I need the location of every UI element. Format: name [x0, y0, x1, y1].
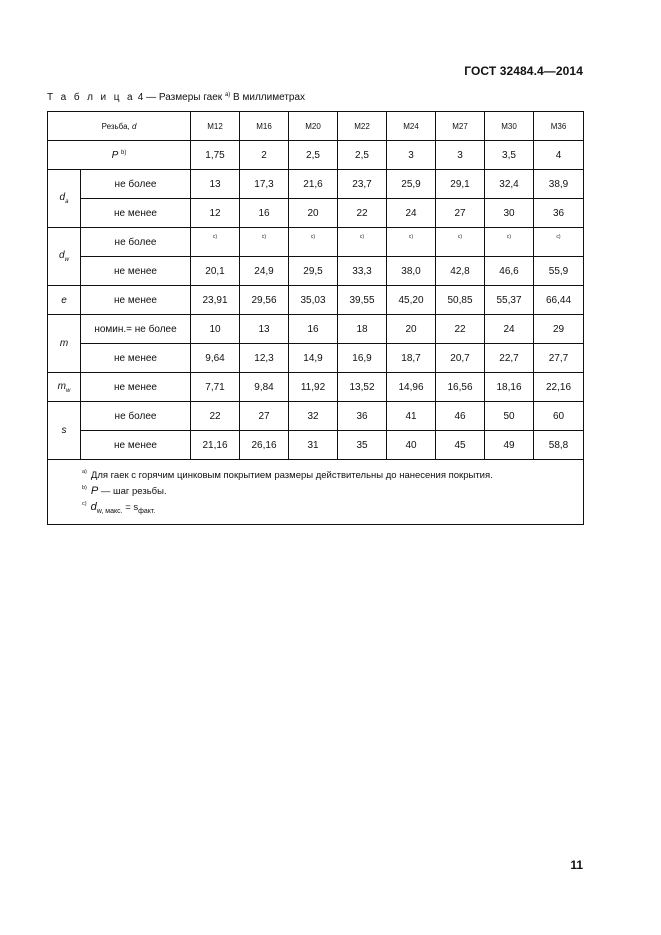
dimension-value: 16 — [240, 199, 289, 228]
dimension-value: 18,7 — [387, 344, 436, 373]
thread-size-header: M12 — [191, 112, 240, 141]
footnotes-row — [48, 460, 584, 525]
footnote-ref-cell: c) — [534, 228, 584, 257]
pitch-value: 2,5 — [289, 141, 338, 170]
footnote-c-lhs: d — [90, 501, 97, 513]
dimension-row — [48, 228, 584, 257]
dimension-value: 55,9 — [534, 257, 584, 286]
dimension-row — [48, 431, 584, 460]
footnote-b-symbol: P — [90, 485, 99, 497]
caption-title: 4 — Размеры гаек — [134, 92, 223, 103]
dimension-value: 21,16 — [191, 431, 240, 460]
pitch-value: 4 — [534, 141, 584, 170]
dimension-subscript: a — [65, 199, 69, 205]
dimension-value: 46 — [436, 402, 485, 431]
dimension-value: 27 — [436, 199, 485, 228]
dimension-subscript: w — [64, 257, 69, 263]
dimension-value: 21,6 — [289, 170, 338, 199]
footnote-b-mark: b) — [82, 485, 87, 491]
dimension-value: 16 — [289, 315, 338, 344]
footnote-a-text: Для гаек с горячим цинковым покрытием размеры действительны до нанесения покрытия. — [90, 470, 493, 481]
limit-label: не менее — [81, 373, 191, 402]
document-code: ГОСТ 32484.4—2014 — [464, 64, 583, 78]
thread-size-header: M20 — [289, 112, 338, 141]
dimension-value: 39,55 — [338, 286, 387, 315]
dimension-value: 27,7 — [534, 344, 584, 373]
thread-size-header: M22 — [338, 112, 387, 141]
footnote-ref-cell: c) — [436, 228, 485, 257]
dimension-symbol-cell — [48, 170, 81, 228]
dimension-symbol-cell — [48, 373, 81, 402]
dimension-value: 31 — [289, 431, 338, 460]
dimension-subscript: w — [66, 387, 71, 394]
dimension-row — [48, 199, 584, 228]
limit-label: не более — [81, 170, 191, 199]
dimension-value: 40 — [387, 431, 436, 460]
limit-label: не менее — [81, 344, 191, 373]
dimension-value: 23,7 — [338, 170, 387, 199]
limit-label: не более — [81, 402, 191, 431]
dimension-value: 25,9 — [387, 170, 436, 199]
dimension-value: 55,37 — [485, 286, 534, 315]
dimension-value: 22 — [338, 199, 387, 228]
thread-size-header: M16 — [240, 112, 289, 141]
dimension-value: 22 — [191, 402, 240, 431]
dimension-value: 45,20 — [387, 286, 436, 315]
dimension-value: 33,3 — [338, 257, 387, 286]
thread-label: Резьба, d — [101, 121, 137, 131]
dimension-value: 29,1 — [436, 170, 485, 199]
pitch-value: 3 — [436, 141, 485, 170]
footnote-c-rhs-sub: факт. — [138, 507, 156, 515]
thread-label-cell — [48, 112, 191, 141]
limit-label: номин.= не более — [81, 315, 191, 344]
footnote-b-text: — шаг резьбы. — [98, 486, 167, 497]
thread-size-header: M27 — [436, 112, 485, 141]
dimension-value: 36 — [338, 402, 387, 431]
dimension-value: 32,4 — [485, 170, 534, 199]
dimension-value: 20,7 — [436, 344, 485, 373]
dimension-value: 18,16 — [485, 373, 534, 402]
dimension-value: 42,8 — [436, 257, 485, 286]
footnote-ref-cell: c) — [289, 228, 338, 257]
dimension-row — [48, 286, 584, 315]
dimension-value: 26,16 — [240, 431, 289, 460]
footnotes-cell — [48, 460, 584, 525]
limit-label: не более — [81, 228, 191, 257]
limit-label: не менее — [81, 257, 191, 286]
dimension-value: 45 — [436, 431, 485, 460]
pitch-value: 3 — [387, 141, 436, 170]
dimension-value: 9,64 — [191, 344, 240, 373]
dimension-value: 13,52 — [338, 373, 387, 402]
dimension-value: 12,3 — [240, 344, 289, 373]
dimension-value: 58,8 — [534, 431, 584, 460]
dimension-value: 50,85 — [436, 286, 485, 315]
dimension-value: 16,9 — [338, 344, 387, 373]
dimension-value: 24 — [485, 315, 534, 344]
dimension-symbol: d — [59, 250, 65, 261]
limit-label: не менее — [81, 199, 191, 228]
nut-dimensions-table — [47, 111, 584, 525]
dimension-value: 35 — [338, 431, 387, 460]
footnote-c-lhs-sub: w, макс. — [96, 507, 123, 515]
thread-size-header: M36 — [534, 112, 584, 141]
footnote-ref-cell: c) — [387, 228, 436, 257]
dimension-value: 13 — [191, 170, 240, 199]
dimension-row — [48, 373, 584, 402]
pitch-symbol: P — [111, 149, 119, 161]
dimension-symbol: d — [59, 192, 66, 203]
footnote-ref-cell: c) — [338, 228, 387, 257]
footnote-ref-cell: c) — [485, 228, 534, 257]
dimension-value: 7,71 — [191, 373, 240, 402]
dimension-symbol: m — [59, 338, 69, 349]
dimension-value: 22,16 — [534, 373, 584, 402]
dimension-value: 29,5 — [289, 257, 338, 286]
dimension-row — [48, 402, 584, 431]
pitch-value: 3,5 — [485, 141, 534, 170]
pitch-value: 2,5 — [338, 141, 387, 170]
dimension-value: 9,84 — [240, 373, 289, 402]
caption-units: В миллиметрах — [230, 92, 306, 103]
dimension-value: 12 — [191, 199, 240, 228]
dimension-value: 22,7 — [485, 344, 534, 373]
dimension-value: 18 — [338, 315, 387, 344]
dimension-value: 35,03 — [289, 286, 338, 315]
dimension-value: 24,9 — [240, 257, 289, 286]
dimension-value: 17,3 — [240, 170, 289, 199]
dimension-value: 13 — [240, 315, 289, 344]
table-body — [48, 112, 584, 525]
footnote-ref-cell: c) — [191, 228, 240, 257]
dimension-symbol-cell — [48, 286, 81, 315]
dimension-value: 24 — [387, 199, 436, 228]
dimension-value: 38,0 — [387, 257, 436, 286]
footnote-c-mark: c) — [82, 501, 87, 507]
dimension-symbol-cell — [48, 402, 81, 460]
dimension-value: 49 — [485, 431, 534, 460]
dimension-value: 66,44 — [534, 286, 584, 315]
caption-footnote-mark: а) — [224, 92, 231, 98]
dimension-value: 20 — [289, 199, 338, 228]
dimension-value: 29 — [534, 315, 584, 344]
dimension-value: 20,1 — [191, 257, 240, 286]
dimension-value: 46,6 — [485, 257, 534, 286]
dimension-value: 16,56 — [436, 373, 485, 402]
footnote-c-eq: = s — [122, 502, 139, 513]
footnote-b — [82, 482, 583, 498]
dimension-value: 27 — [240, 402, 289, 431]
dimension-value: 22 — [436, 315, 485, 344]
dimension-symbol: m — [57, 380, 66, 392]
pitch-label-cell — [48, 141, 191, 170]
dimension-value: 41 — [387, 402, 436, 431]
page-number: 11 — [570, 858, 583, 872]
pitch-row — [48, 141, 584, 170]
table-caption — [47, 92, 305, 103]
caption-prefix: Т а б л и ц а — [47, 92, 135, 103]
dimension-symbol-cell — [48, 315, 81, 373]
dimension-symbol: e — [61, 294, 67, 306]
thread-size-header: M30 — [485, 112, 534, 141]
dimension-value: 38,9 — [534, 170, 584, 199]
dimension-value: 50 — [485, 402, 534, 431]
dimension-row — [48, 344, 584, 373]
dimension-row — [48, 315, 584, 344]
pitch-footnote-mark: b) — [121, 149, 127, 156]
footnote-ref-cell: c) — [240, 228, 289, 257]
footnote-c — [82, 498, 583, 518]
dimension-value: 20 — [387, 315, 436, 344]
limit-label: не менее — [81, 286, 191, 315]
limit-label: не менее — [81, 431, 191, 460]
dimension-value: 36 — [534, 199, 584, 228]
footnote-a-mark: a) — [82, 469, 87, 475]
dimension-value: 30 — [485, 199, 534, 228]
dimension-symbol-cell — [48, 228, 81, 286]
dimension-value: 23,91 — [191, 286, 240, 315]
dimension-value: 14,9 — [289, 344, 338, 373]
dimension-value: 32 — [289, 402, 338, 431]
thread-header-row — [48, 112, 584, 141]
thread-size-header: M24 — [387, 112, 436, 141]
dimension-value: 14,96 — [387, 373, 436, 402]
pitch-value: 1,75 — [191, 141, 240, 170]
dimension-value: 60 — [534, 402, 584, 431]
pitch-value: 2 — [240, 141, 289, 170]
dimension-value: 11,92 — [289, 373, 338, 402]
dimension-value: 29,56 — [240, 286, 289, 315]
footnote-a — [82, 466, 583, 482]
dimension-symbol: s — [61, 425, 67, 436]
dimension-row — [48, 257, 584, 286]
dimension-value: 10 — [191, 315, 240, 344]
dimension-row — [48, 170, 584, 199]
